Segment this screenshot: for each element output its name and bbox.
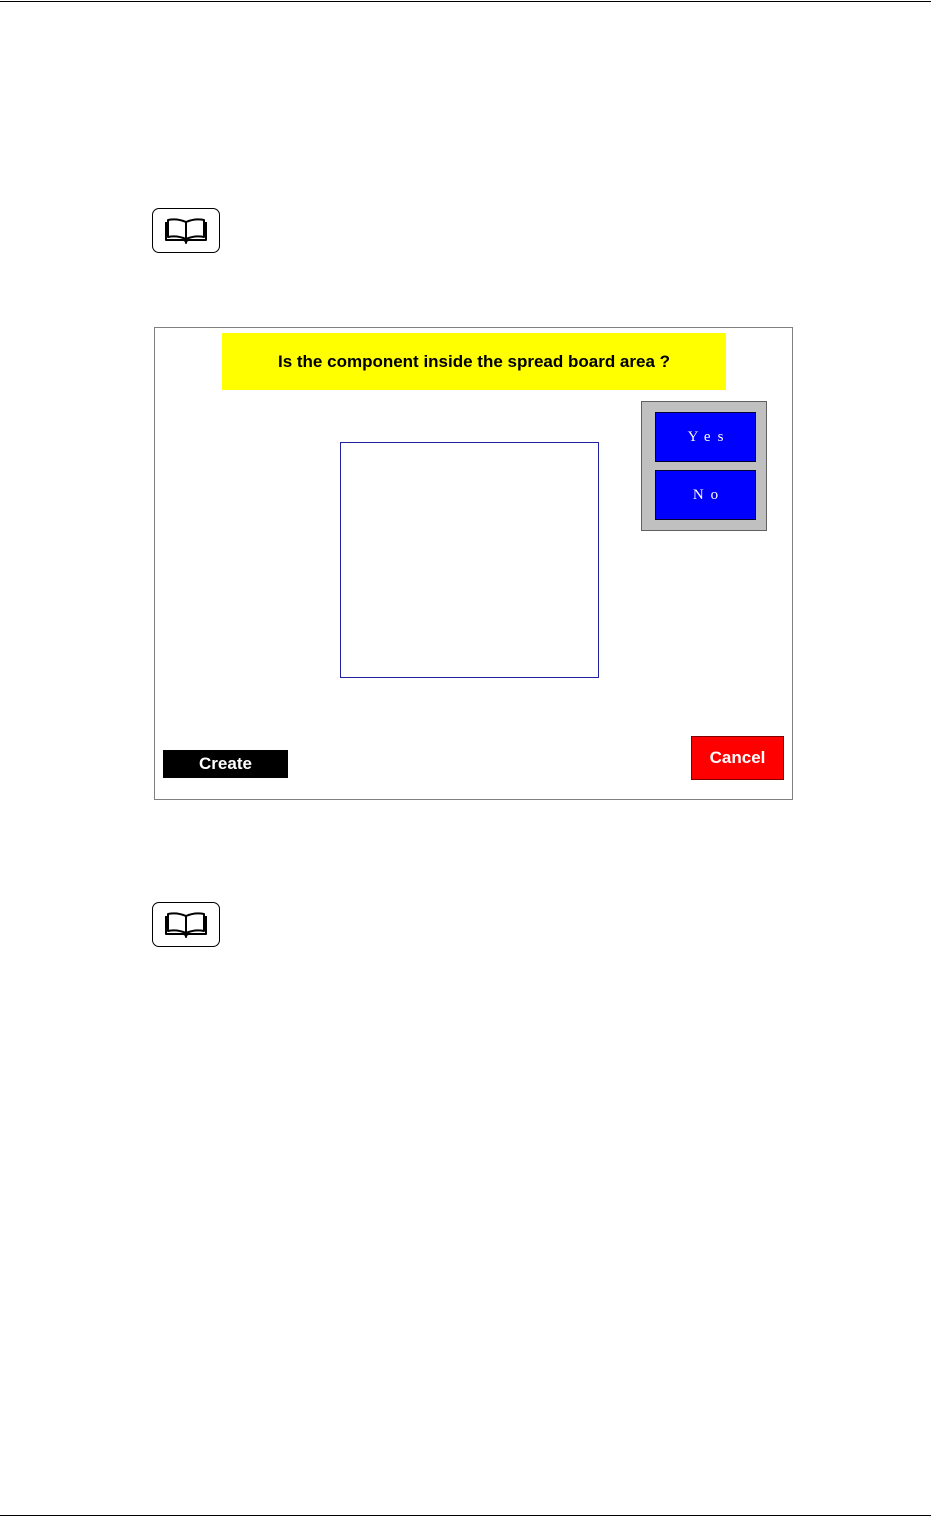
bottom-rule [0,1515,931,1516]
open-book-icon [152,902,220,947]
no-button[interactable]: No [655,470,756,520]
open-book-icon-graphic [162,216,210,246]
component-check-screen [154,327,793,800]
open-book-icon-graphic [162,910,210,940]
yes-no-panel [641,401,767,531]
prompt-banner: Is the component inside the spread board area ? [222,333,726,390]
cancel-button[interactable]: Cancel [691,736,784,780]
yes-button[interactable]: Yes [655,412,756,462]
create-button[interactable]: Create [163,750,288,778]
open-book-icon [152,208,220,253]
top-rule [0,1,931,2]
component-view-frame [340,442,599,678]
